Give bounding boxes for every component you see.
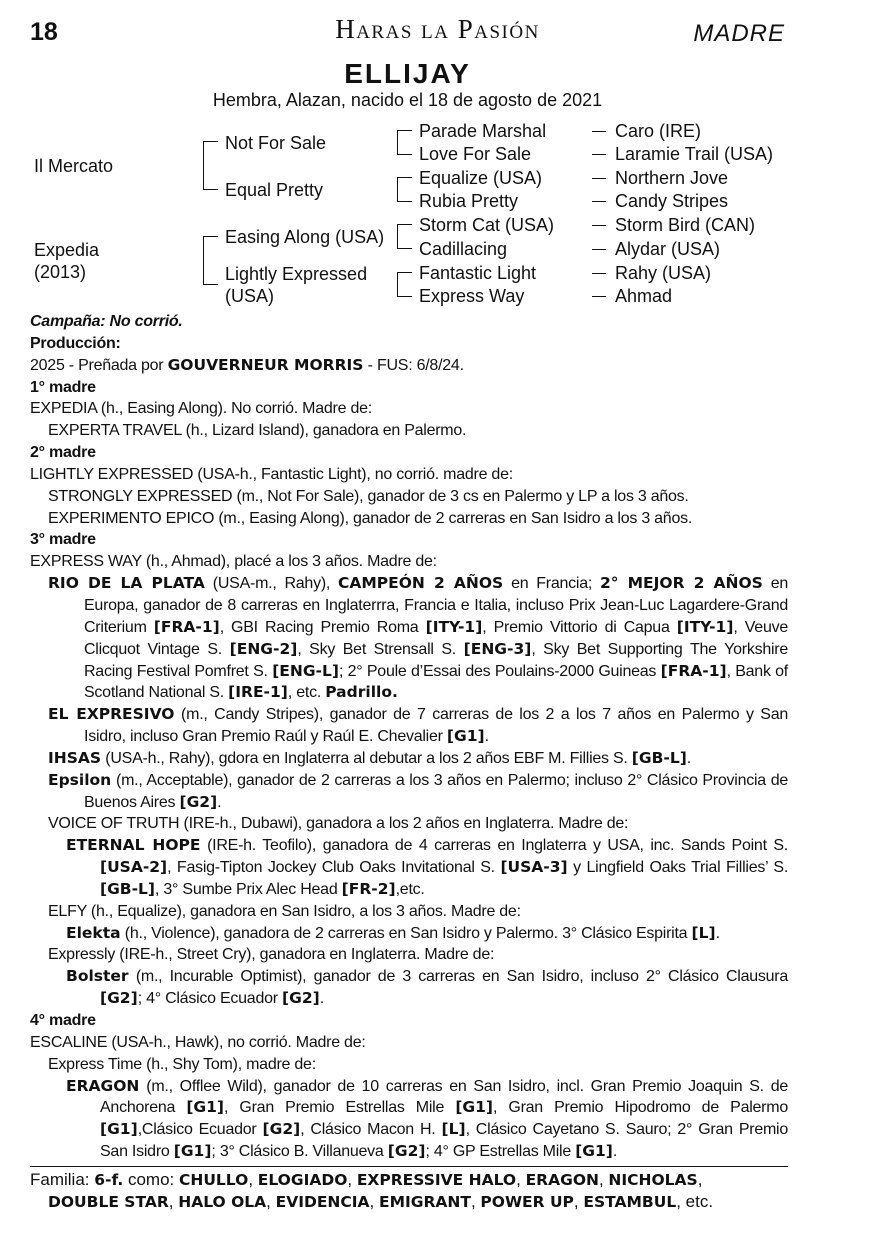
t: , Veuve Clicquot Vintage S.	[84, 618, 788, 658]
produce-entry-eternal-hope	[30, 835, 788, 901]
t: como:	[123, 1170, 179, 1189]
production-entry	[30, 355, 788, 377]
t: .	[715, 924, 720, 942]
pedigree-g4-3: Northern Jove	[615, 168, 729, 188]
t: ; 3° Clásico B. Villanueva	[211, 1143, 388, 1161]
second-dam-line: LIGHTLY EXPRESSED (USA-h., Fantastic Light), no corrió. madre de:	[30, 465, 513, 483]
b: [ENG-L]	[272, 661, 339, 680]
b: [ENG-3]	[463, 639, 532, 658]
farm-title: Haras la Pasión	[335, 14, 540, 44]
fourth-dam-line: ESCALINE (USA-h., Hawk), no corrió. Madre de:	[30, 1033, 366, 1051]
t: , Gran Premio Estrellas Mile	[224, 1099, 456, 1117]
b: [ITY-1]	[676, 617, 734, 636]
bracket	[397, 130, 412, 155]
pedigree-dam-year: (2013)	[34, 262, 87, 282]
b: [G1]	[575, 1142, 613, 1161]
t: (m., Incurable Optimist), ganador de 3 carreras en San Isidro, incluso 2° Clásico Clausura	[128, 968, 788, 986]
t: ; 4° GP Estrellas Mile	[425, 1143, 576, 1161]
t: (IRE-h. Teofilo), ganadora de 4 carreras en Inglaterra y USA, inc. Sands Point S.	[200, 837, 789, 855]
text: - FUS: 6/8/24.	[363, 356, 464, 374]
b: [USA-2]	[100, 858, 168, 877]
t: en Europa, ganador de 8 carreras en Inglaterrra, Francia e Italia, incluso Prix Jean-Luc Lagardere-Grand Criterium	[84, 575, 789, 636]
family-name: POWER UP	[480, 1193, 574, 1211]
bracket	[203, 236, 218, 285]
t: .	[484, 728, 489, 746]
pedigree-dam-sire: Easing Along (USA)	[225, 227, 385, 247]
b: [IRE-1]	[228, 683, 288, 702]
t: , Sky Bet Strensall S.	[297, 640, 464, 658]
b: [G2]	[387, 1142, 426, 1161]
t: , 3° Sumbe Prix Alec Head	[155, 880, 342, 898]
catalog-body	[30, 311, 788, 1163]
family-name: EMIGRANT	[378, 1193, 471, 1211]
pedigree-dam-dam-suffix: (USA)	[225, 286, 274, 306]
connector	[592, 249, 606, 250]
pedigree-g4-6: Alydar (USA)	[615, 239, 721, 259]
b: [G1]	[446, 727, 485, 746]
campaign: Campaña: No corrió.	[30, 313, 183, 330]
b: [G1]	[173, 1142, 212, 1161]
b: [G1]	[186, 1098, 225, 1117]
b: [G1]	[100, 1120, 138, 1139]
third-dam-line: EXPRESS WAY (h., Ahmad), placé a los 3 años. Madre de:	[30, 553, 437, 571]
t: , Fasig-Tipton Jockey Club Oaks Invitational S.	[167, 859, 501, 877]
connector	[592, 131, 606, 132]
b: CAMPEÓN 2 AÑOS	[338, 574, 504, 593]
bracket	[203, 141, 218, 190]
connector	[592, 273, 606, 274]
pedigree-g3-3: Equalize (USA)	[419, 168, 543, 188]
connector	[592, 201, 606, 202]
production-heading: Producción:	[30, 334, 121, 352]
t: ,Clásico Ecuador	[137, 1121, 263, 1139]
b: [L]	[691, 923, 716, 942]
section-label: MADRE	[693, 20, 785, 47]
bracket	[397, 272, 412, 297]
connector	[592, 296, 606, 297]
produce-entry-el-expresivo	[30, 704, 788, 748]
b: Elekta	[66, 923, 121, 942]
t: , GBI Racing Premio Roma	[219, 618, 426, 636]
b: [G2]	[179, 792, 218, 811]
connector	[592, 178, 606, 179]
bracket	[397, 177, 412, 202]
b: [USA-3]	[500, 858, 568, 877]
b: [FRA-1]	[660, 661, 727, 680]
pedigree-g4-5: Storm Bird (CAN)	[615, 215, 756, 235]
t: en Francia;	[503, 575, 600, 593]
horse-name: ELLIJAY	[344, 58, 471, 89]
t: , Clásico Macon H.	[300, 1121, 442, 1139]
pedigree-g3-7: Fantastic Light	[419, 263, 537, 283]
pedigree-g3-4: Rubia Pretty	[419, 191, 519, 211]
pedigree-g4-8: Ahmad	[615, 286, 673, 306]
family-label: Familia:	[30, 1170, 95, 1189]
b: 2° MEJOR 2 AÑOS	[599, 574, 763, 593]
first-dam-heading: 1° madre	[30, 378, 96, 396]
first-dam-line: EXPEDIA (h., Easing Along). No corrió. Madre de:	[30, 400, 372, 418]
pedigree-g4-7: Rahy (USA)	[615, 263, 712, 283]
family-name: NICHOLAS	[608, 1171, 698, 1189]
family-name: ESTAMBUL	[583, 1193, 677, 1211]
t: (m., Acceptable), ganador de 2 carreras a los 3 años en Palermo; incluso 2° Clásico Provincia de Buenos Aires	[84, 771, 788, 811]
t: (h., Violence), ganadora de 2 carreras en San Isidro y Palermo. 3° Clásico Espirita	[120, 924, 692, 942]
family-name: HALO OLA	[178, 1193, 267, 1211]
t: .	[319, 990, 324, 1008]
produce-entry-epsilon	[30, 770, 788, 814]
bracket	[397, 224, 412, 249]
b: [G1]	[455, 1098, 493, 1117]
b: RIO DE LA PLATA	[48, 574, 205, 593]
b: [ENG-2]	[229, 639, 298, 658]
page-number: 18	[30, 18, 58, 46]
b: Padrillo.	[325, 683, 398, 702]
b: [G2]	[282, 989, 320, 1008]
t: .	[686, 749, 691, 767]
horse-description: Hembra, Alazan, nacido el 18 de agosto de 2021	[212, 90, 603, 110]
pedigree-g4-4: Candy Stripes	[615, 191, 729, 211]
stallion-name: GOUVERNEUR MORRIS	[167, 355, 364, 374]
family-name: ERAGON	[525, 1171, 599, 1189]
t: , etc.	[676, 1192, 714, 1211]
b: [G2]	[100, 989, 138, 1008]
t: (USA-m., Rahy),	[204, 575, 338, 593]
pedigree-dam-dam: Lightly Expressed	[225, 264, 368, 284]
pedigree-g3-2: Love For Sale	[419, 144, 532, 164]
t: , Sky Bet Supporting The Yorkshire Racing Festival Pomfret S.	[84, 640, 789, 680]
family-name: ELOGIADO	[257, 1171, 348, 1189]
connector	[592, 154, 606, 155]
pedigree-sire: Il Mercato	[34, 156, 114, 176]
b: [G2]	[262, 1120, 301, 1139]
pedigree-sire-dam: Equal Pretty	[225, 180, 324, 200]
produce-entry-express-time: Express Time (h., Shy Tom), madre de:	[48, 1055, 316, 1073]
fourth-dam-heading: 4° madre	[30, 1012, 96, 1029]
pedigree-g4-1: Caro (IRE)	[615, 121, 702, 141]
t: (m., Candy Stripes), ganador de 7 carreras de los 2 a los 7 años en Palermo y San Isidro, incluso Gran Premio Raúl y Raúl E. Chevalier	[84, 706, 788, 746]
produce-entry-voice-of-truth: VOICE OF TRUTH (IRE-h., Dubawi), ganadora a los 2 años en Inglaterra. Madre de:	[48, 815, 629, 833]
t: (USA-h., Rahy), gdora en Inglaterra al debutar a los 2 años EBF M. Fillies S.	[101, 749, 632, 767]
t: , Gran Premio Hipodromo de Palermo	[493, 1099, 788, 1117]
t: .	[612, 1143, 618, 1161]
t: (m., Offlee Wild), ganador de 10 carreras en San Isidro, incl. Gran Premio Joaquin S. de Anchorena	[100, 1077, 788, 1117]
pedigree-g3-8: Express Way	[419, 286, 525, 306]
t: , Clásico Cayetano S. Sauro; 2° Gran Premio San Isidro	[100, 1121, 788, 1161]
pedigree-g3-1: Parade Marshal	[419, 121, 547, 141]
b: [FR-2]	[341, 879, 396, 898]
t: , Bank of Scotland National S.	[84, 662, 789, 702]
family-number: 6-f.	[94, 1171, 124, 1189]
t: ; 2° Poule d’Essai des Poulains-2000 Guineas	[338, 662, 661, 680]
connector	[592, 225, 606, 226]
produce-entry-elekta	[30, 923, 788, 945]
produce-entry-expressly: Expressly (IRE-h., Street Cry), ganadora en Inglaterra. Madre de:	[48, 946, 495, 964]
t: , etc.	[287, 684, 326, 702]
b: [L]	[441, 1120, 466, 1139]
text: 2025 - Preñada por	[30, 356, 168, 374]
b: IHSAS	[48, 748, 102, 767]
t: , Premio Vittorio di Capua	[482, 618, 677, 636]
t: .	[217, 793, 222, 811]
pedigree-dam: Expedia	[34, 240, 100, 260]
t: y Lingfield Oaks Trial Fillies’ S.	[567, 859, 789, 877]
t: ,etc.	[395, 880, 425, 898]
b: [ITY-1]	[425, 617, 483, 636]
produce-entry-rio-de-la-plata	[30, 573, 788, 704]
family-name: CHULLO	[179, 1171, 249, 1189]
b: [GB-L]	[100, 879, 156, 898]
produce-entry-ihsas	[30, 748, 788, 770]
b: [GB-L]	[631, 748, 687, 767]
family-name: EVIDENCIA	[275, 1193, 370, 1211]
b: ERAGON	[66, 1076, 140, 1095]
family-footer: Familia: 6-f. como: CHULLO, ELOGIADO, EXPRESSIVE HALO, ERAGON, NICHOLAS, DOUBLE STAR, HALO OLA, EVIDENCIA, EMIGRANT, POWER UP, ESTAMBUL, etc.	[30, 1166, 788, 1213]
pedigree-sire-sire: Not For Sale	[225, 133, 327, 153]
produce-entry-bolster	[30, 966, 788, 1010]
b: EL EXPRESIVO	[48, 705, 175, 724]
second-dam-heading: 2° madre	[30, 444, 96, 462]
produce-entry-eragon	[30, 1076, 788, 1163]
produce-entry: EXPERIMENTO EPICO (m., Easing Along), ganador de 2 carreras en San Isidro a los 3 años.	[48, 509, 693, 527]
third-dam-heading: 3° madre	[30, 531, 96, 549]
b: [FRA-1]	[153, 617, 220, 636]
pedigree-g4-2: Laramie Trail (USA)	[615, 144, 774, 164]
pedigree-g3-6: Cadillacing	[419, 239, 508, 259]
b: ETERNAL HOPE	[66, 836, 201, 855]
b: Bolster	[66, 967, 129, 986]
family-name: DOUBLE STAR	[48, 1193, 169, 1211]
b: Epsilon	[48, 770, 112, 789]
produce-entry: STRONGLY EXPRESSED (m., Not For Sale), ganador de 3 cs en Palermo y LP a los 3 años.	[48, 487, 689, 505]
t: ; 4° Clásico Ecuador	[137, 990, 283, 1008]
family-name: EXPRESSIVE HALO	[356, 1171, 517, 1189]
produce-entry-elfy: ELFY (h., Equalize), ganadora en San Isidro, a los 3 años. Madre de:	[48, 902, 521, 920]
produce-entry: EXPERTA TRAVEL (h., Lizard Island), ganadora en Palermo.	[48, 422, 467, 440]
pedigree-g3-5: Storm Cat (USA)	[419, 215, 555, 235]
